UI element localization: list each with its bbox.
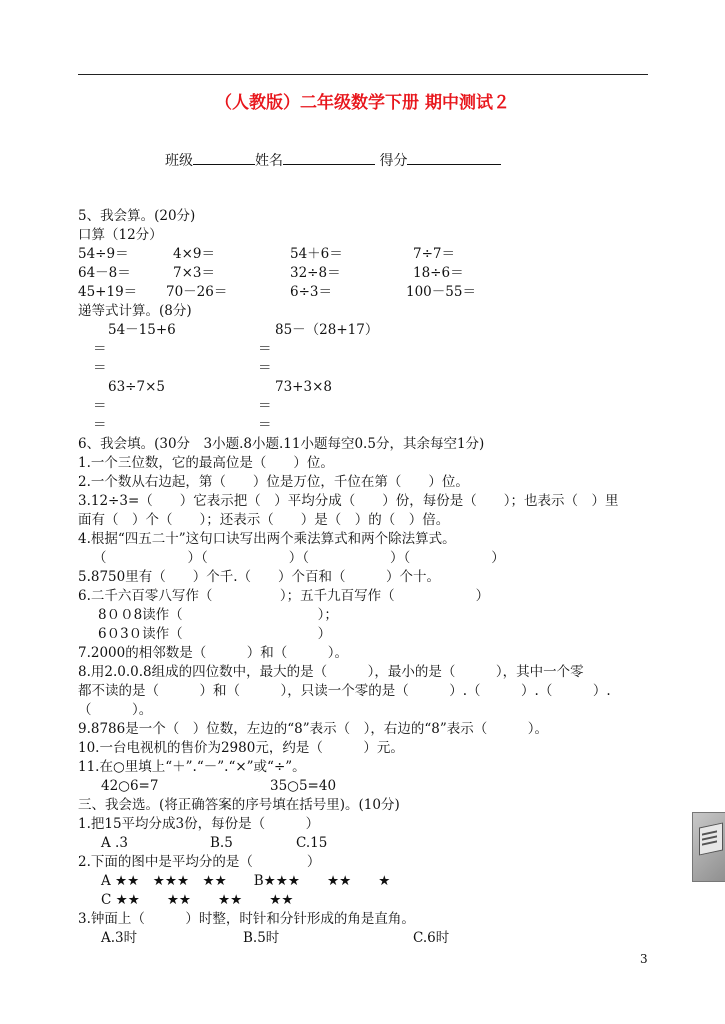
question-text-line: 10.一台电视机的售价为2980元，约是（ ）元。 xyxy=(78,740,404,756)
score-label: 得分 xyxy=(379,153,408,169)
question-text-line: 64－8＝ xyxy=(78,265,131,281)
question-text-line: 6÷3＝ xyxy=(290,284,332,300)
question-text-line: 6.二千六百零八写作（ ）；五千九百写作（ ） xyxy=(78,588,490,604)
question-text-line: 口算（12分） xyxy=(78,227,163,243)
question-text-line: ＝ xyxy=(93,417,107,433)
question-text-line: 73+3×8 xyxy=(275,379,332,395)
question-text-line: ＝ xyxy=(258,417,272,433)
question-text-line: 4×9＝ xyxy=(173,246,215,262)
question-text-line: 6０3０读作（ ） xyxy=(98,626,332,642)
question-text-line: 54－15+6 xyxy=(108,322,176,338)
question-text-line: ＝ xyxy=(258,341,272,357)
question-text-line: 7.2000的相邻数是（ ）和（ ）。 xyxy=(78,645,348,661)
question-text-line: 8.用2.0.0.8组成的四位数中，最大的是（ ），最小的是（ ），其中一个零 xyxy=(78,664,584,680)
question-text-line: 4.根据“四五二十”这句口诀写出两个乘法算式和两个除法算式。 xyxy=(78,531,456,547)
question-text-line: 11.在○里填上“＋”.“－”.“×”或“÷”。 xyxy=(78,759,306,775)
name-blank xyxy=(283,150,375,165)
question-text-line: 7×3＝ xyxy=(173,265,215,281)
page-number: 3 xyxy=(640,952,648,966)
question-text-line: 9.8786是一个（ ）位数，左边的“8”表示（ ），右边的“8”表示（ ）。 xyxy=(78,721,549,737)
question-text-line: 递等式计算。(8分) xyxy=(78,303,192,319)
question-text-line: C ★★ ★★ ★★ ★★ xyxy=(101,892,294,908)
question-text-line: ＝ xyxy=(258,398,272,414)
question-text-line: （ ）（ ）（ ）（ ） xyxy=(93,550,505,566)
question-text-line: 2.一个数从右边起，第（ ）位是万位，千位在第（ ）位。 xyxy=(78,474,469,490)
question-text-line: B.5时 xyxy=(243,930,280,946)
question-text-line: 18÷6＝ xyxy=(413,265,464,281)
question-text-line: 7÷7＝ xyxy=(413,246,455,262)
question-text-line: 100－55＝ xyxy=(406,284,476,300)
question-text-line: （ ）。 xyxy=(78,702,153,718)
question-text-line: 1.把15平均分成3份，每份是（ ） xyxy=(78,816,320,832)
question-text-line: ＝ xyxy=(93,341,107,357)
question-text-line: A.3时 xyxy=(101,930,138,946)
question-text-line: ＝ xyxy=(93,360,107,376)
question-text-line: 42○6=7 xyxy=(101,778,159,794)
question-text-line: 85－（28+17） xyxy=(275,322,379,338)
question-text-line: ＝ xyxy=(258,360,272,376)
question-text-line: 45+19＝ xyxy=(78,284,138,300)
student-info-line xyxy=(165,150,501,170)
question-text-line: 32÷8＝ xyxy=(290,265,341,281)
question-text-line: 面有（ ）个（ ）；还表示（ ）是（ ）的（ ）倍。 xyxy=(78,512,450,528)
question-text-line: C.6时 xyxy=(413,930,450,946)
question-text-line: 35○5=40 xyxy=(270,778,337,794)
question-text-line: C.15 xyxy=(296,835,328,851)
question-text-line: 5.8750里有（ ）个千.（ ）个百和（ ）个十。 xyxy=(78,569,441,585)
question-text-line: 8００8读作（ ）； xyxy=(98,607,338,623)
question-text-line: 6、我会填。(30分 3小题.8小题.11小题每空0.5分，其余每空1分) xyxy=(78,436,485,452)
question-text-line: 5、我会算。(20分) xyxy=(78,208,196,224)
question-text-line: A ★★ ★★★ ★★ B★★★ ★★ ★ xyxy=(101,873,391,889)
question-text-line: 54÷9＝ xyxy=(78,246,129,262)
book-thumbnail-icon xyxy=(692,812,725,882)
question-text-line: A .3 xyxy=(101,835,128,851)
question-text-line: 63÷7×5 xyxy=(108,379,165,395)
question-text-line: 1.一个三位数，它的最高位是（ ）位。 xyxy=(78,455,334,471)
question-text-line: 3.钟面上（ ）时整，时针和分针形成的角是直角。 xyxy=(78,911,415,927)
question-text-line: 54＋6＝ xyxy=(290,246,343,262)
class-label: 班级 xyxy=(165,153,193,169)
question-text-line: 三、我会选。(将正确答案的序号填在括号里)。(10分) xyxy=(78,797,400,813)
question-text-line: 都不读的是（ ）和（ ），只读一个零的是（ ）.（ ）.（ ）. xyxy=(78,683,611,699)
question-text-line: 2.下面的图中是平均分的是（ ） xyxy=(78,854,321,870)
page-title: （人教版）二年级数学下册 期中测试２ xyxy=(215,93,510,113)
question-text-line: 3.12÷3=（ ）它表示把（ ）平均分成（ ）份，每份是（ ）；也表示（ ）里 xyxy=(78,493,619,509)
question-text-line: ＝ xyxy=(93,398,107,414)
question-text-line: B.5 xyxy=(210,835,233,851)
header-rule xyxy=(78,74,648,75)
name-label: 姓名 xyxy=(255,153,283,169)
score-blank xyxy=(407,150,501,165)
question-text-line: 70－26＝ xyxy=(166,284,228,300)
class-blank xyxy=(193,150,255,165)
